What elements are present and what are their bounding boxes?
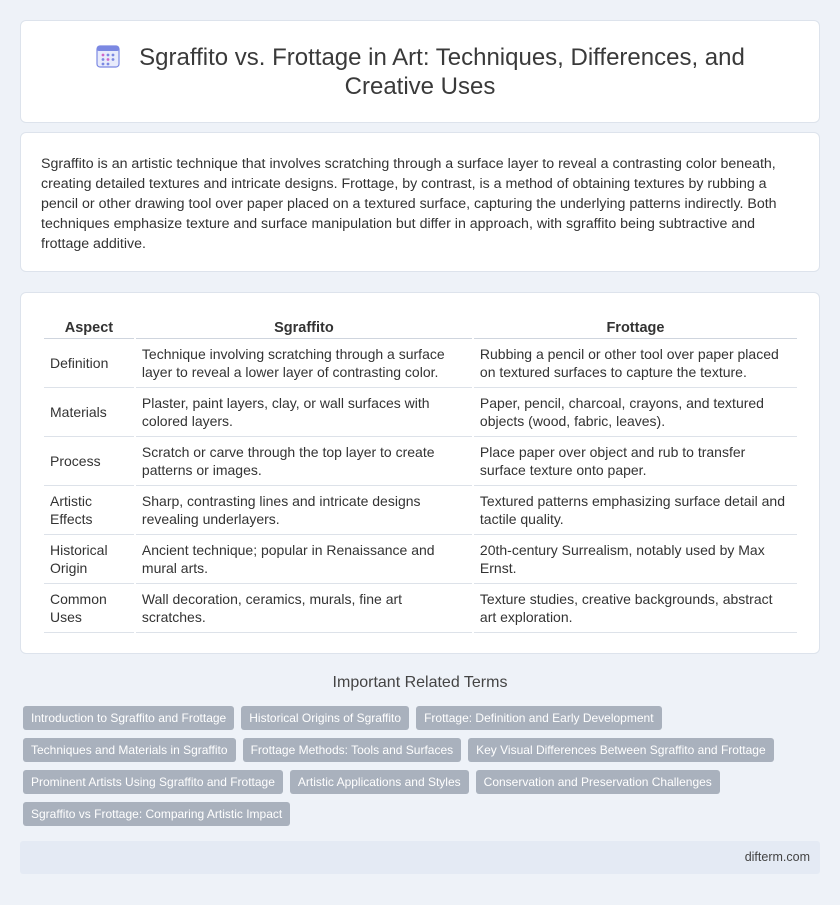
header-aspect: Aspect: [44, 313, 134, 339]
table-row: [44, 584, 797, 633]
table-row: [44, 388, 797, 437]
table-row: [44, 486, 797, 535]
page-title: [51, 43, 789, 101]
comparison-table: [42, 313, 799, 633]
related-terms-list: [23, 706, 803, 826]
sgraffito-cell: Ancient technique; popular in Renaissance and mural arts.: [136, 535, 472, 584]
related-term-tag[interactable]: Artistic Applications and Styles: [290, 770, 469, 794]
aspect-cell: Artistic Effects: [44, 486, 134, 535]
footer-site-link[interactable]: difterm.com: [744, 850, 810, 864]
frottage-cell: 20th-century Surrealism, notably used by Max Ernst.: [474, 535, 797, 584]
frottage-cell: Rubbing a pencil or other tool over paper placed on textured surfaces to capture the texture.: [474, 339, 797, 388]
table-header-row: [44, 313, 797, 339]
aspect-cell: Historical Origin: [44, 535, 134, 584]
aspect-cell: Process: [44, 437, 134, 486]
intro-card: [20, 132, 820, 272]
comparison-table-card: [20, 292, 820, 654]
related-term-tag[interactable]: Conservation and Preservation Challenges: [476, 770, 720, 794]
page-title-text: Sgraffito vs. Frottage in Art: Techniques, Differences, and Creative Uses: [139, 44, 745, 100]
sgraffito-cell: Plaster, paint layers, clay, or wall surfaces with colored layers.: [136, 388, 472, 437]
frottage-cell: Paper, pencil, charcoal, crayons, and textured objects (wood, fabric, leaves).: [474, 388, 797, 437]
related-term-tag[interactable]: Historical Origins of Sgraffito: [241, 706, 409, 730]
title-wrap: [51, 43, 789, 101]
aspect-cell: Common Uses: [44, 584, 134, 633]
header-sgraffito: Sgraffito: [136, 313, 472, 339]
aspect-cell: Materials: [44, 388, 134, 437]
related-term-tag[interactable]: Frottage: Definition and Early Development: [416, 706, 661, 730]
sgraffito-cell: Wall decoration, ceramics, murals, fine art scratches.: [136, 584, 472, 633]
sgraffito-cell: Sharp, contrasting lines and intricate designs revealing underlayers.: [136, 486, 472, 535]
sgraffito-cell: Technique involving scratching through a surface layer to reveal a lower layer of contrasting color.: [136, 339, 472, 388]
related-term-tag[interactable]: Frottage Methods: Tools and Surfaces: [243, 738, 462, 762]
related-term-tag[interactable]: Sgraffito vs Frottage: Comparing Artistic Impact: [23, 802, 290, 826]
frottage-cell: Textured patterns emphasizing surface detail and tactile quality.: [474, 486, 797, 535]
related-term-tag[interactable]: Techniques and Materials in Sgraffito: [23, 738, 236, 762]
header-frottage: Frottage: [474, 313, 797, 339]
related-terms-heading: Important Related Terms: [332, 674, 508, 691]
aspect-cell: Definition: [44, 339, 134, 388]
table-row: [44, 535, 797, 584]
frottage-cell: Place paper over object and rub to transfer surface texture onto paper.: [474, 437, 797, 486]
table-row: [44, 437, 797, 486]
related-term-tag[interactable]: Key Visual Differences Between Sgraffito and Frottage: [468, 738, 774, 762]
related-term-tag[interactable]: Introduction to Sgraffito and Frottage: [23, 706, 234, 730]
related-term-tag[interactable]: Prominent Artists Using Sgraffito and Frottage: [23, 770, 283, 794]
table-row: [44, 339, 797, 388]
footer: [20, 841, 820, 874]
calendar-icon: [95, 43, 121, 69]
frottage-cell: Texture studies, creative backgrounds, abstract art exploration.: [474, 584, 797, 633]
intro-paragraph: Sgraffito is an artistic technique that involves scratching through a surface layer to reveal a contrasting color beneath, creating detailed textures and intricate designs. Frottage, by contrast, is a method of obtaining textures by rubbing a pencil or other drawing tool over paper placed on a textured surface, capturing the underlying patterns indirectly. Both techniques emphasize texture and surface manipulation but differ in approach, with sgraffito being subtractive and frottage additive.: [41, 156, 777, 252]
sgraffito-cell: Scratch or carve through the top layer to create patterns or images.: [136, 437, 472, 486]
header-card: [20, 20, 820, 123]
